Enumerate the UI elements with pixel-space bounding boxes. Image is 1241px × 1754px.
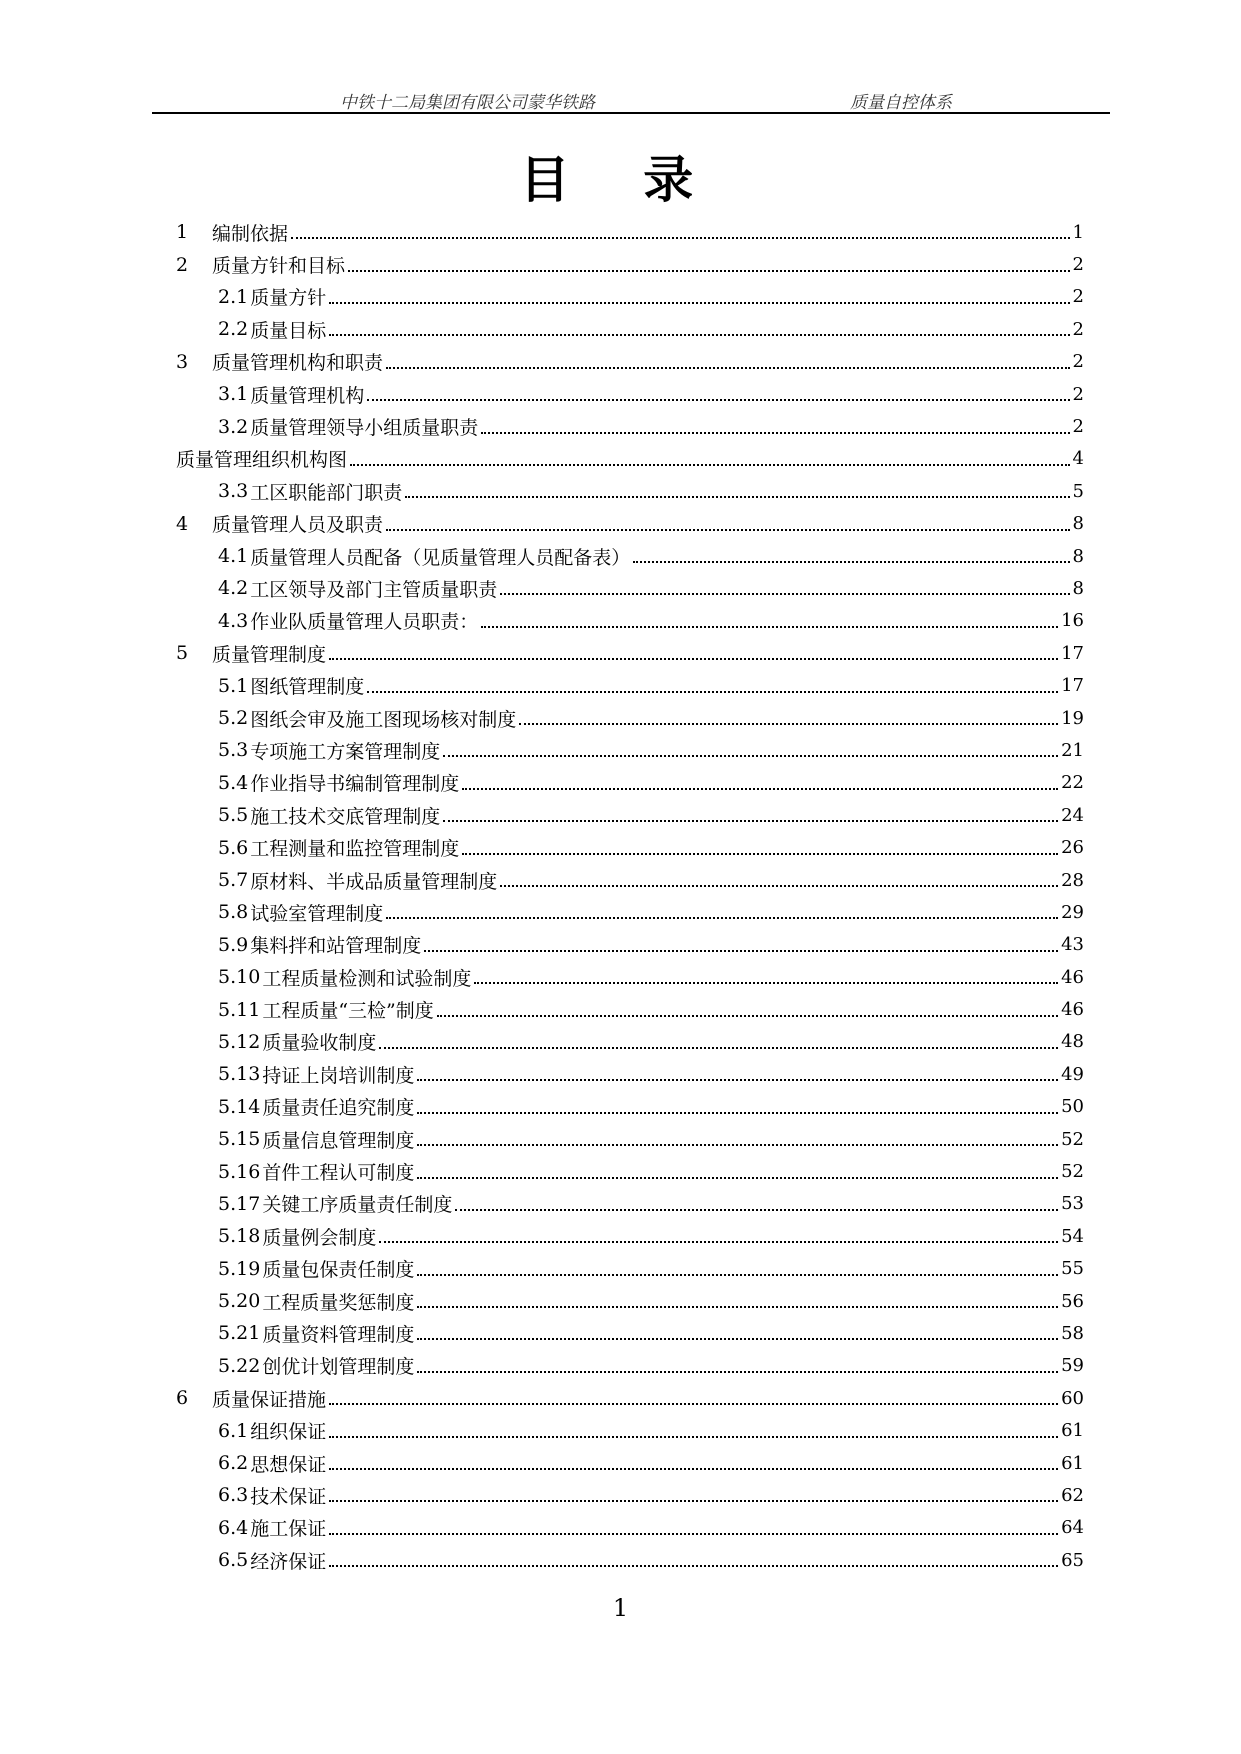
toc-entry-number: 5.2 [218,707,249,730]
toc-entry-number: 5.18 [218,1225,261,1248]
toc-entry[interactable] [176,475,1084,507]
toc-entry-number: 6.2 [218,1452,249,1475]
toc-entry-number: 5.7 [218,869,249,891]
toc-entry-page: 2 [1072,286,1084,308]
toc-entry-number: 5.3 [218,739,249,762]
toc-entry-label: 创优计划管理制度 [262,1356,415,1379]
toc-dot-leader [367,691,1058,693]
toc-entry-page: 60 [1061,1387,1084,1409]
toc-entry-number: 5.21 [218,1322,261,1345]
toc-entry-number: 5.9 [218,933,249,956]
toc-entry[interactable] [176,508,1084,540]
toc-entry-number: 5 [176,642,189,665]
toc-dot-leader [329,1403,1058,1405]
header-document-name: 质量自控体系 [850,93,952,113]
toc-dot-leader [329,334,1069,336]
toc-entry-label: 质量管理领导小组质量职责 [250,417,479,440]
toc-entry[interactable] [176,1026,1084,1058]
toc-entry[interactable] [176,605,1084,637]
toc-dot-leader [329,1565,1058,1567]
toc-entry[interactable] [176,443,1084,475]
toc-dot-leader [443,820,1058,822]
toc-entry-number: 2 [176,253,189,276]
toc-entry-label: 工程测量和监控管理制度 [250,838,460,861]
toc-entry-number: 4.2 [218,577,249,600]
toc-entry-page: 59 [1061,1355,1084,1377]
toc-dot-leader [329,658,1058,660]
toc-entry-label: 质量管理组织机构图 [176,449,348,472]
toc-dot-leader [437,1015,1058,1017]
toc-entry-page: 17 [1061,675,1084,697]
toc-entry-label: 图纸会审及施工图现场核对制度 [250,708,517,731]
toc-entry-label: 工程质量奖惩制度 [262,1291,415,1314]
toc-entry-number: 5.5 [218,804,249,827]
toc-entry-label: 质量保证措施 [212,1388,327,1411]
toc-dot-leader [417,1274,1058,1276]
toc-entry-number: 6.3 [218,1484,249,1507]
toc-entry-label: 思想保证 [250,1453,327,1476]
table-of-contents [176,216,1084,1576]
toc-entry[interactable] [176,669,1084,701]
toc-entry-page: 54 [1061,1225,1084,1247]
toc-entry[interactable] [176,864,1084,896]
toc-entry-page: 28 [1061,869,1084,891]
toc-dot-leader [348,270,1070,272]
toc-entry-number: 2.1 [218,285,249,308]
toc-entry-page: 8 [1072,545,1084,567]
toc-entry-label: 技术保证 [250,1485,327,1508]
toc-entry-number: 5.4 [218,771,249,794]
toc-entry-number: 5.19 [218,1257,261,1280]
toc-entry-number: 5.1 [218,674,249,697]
toc-entry[interactable] [176,929,1084,961]
toc-entry-page: 26 [1061,837,1084,859]
toc-entry[interactable] [176,1188,1084,1220]
toc-entry-label: 质量目标 [250,319,327,342]
toc-entry-page: 50 [1061,1096,1084,1118]
toc-entry[interactable] [176,1512,1084,1544]
toc-entry-number: 6.1 [218,1419,249,1442]
toc-entry-number: 6.5 [218,1549,249,1572]
toc-entry[interactable] [176,993,1084,1025]
toc-entry-page: 52 [1061,1128,1084,1150]
toc-entry-page: 53 [1061,1193,1084,1215]
toc-dot-leader [417,1079,1058,1081]
toc-entry-label: 工区职能部门职责 [250,481,403,504]
toc-dot-leader [417,1177,1058,1179]
toc-entry[interactable] [176,831,1084,863]
toc-entry-number: 5.22 [218,1354,261,1377]
toc-dot-leader [417,1306,1058,1308]
toc-entry-label: 图纸管理制度 [250,676,365,699]
toc-entry[interactable] [176,1414,1084,1446]
toc-entry-page: 61 [1061,1452,1084,1474]
toc-entry-page: 16 [1061,610,1084,632]
toc-entry-page: 61 [1061,1420,1084,1442]
toc-dot-leader [417,1371,1058,1373]
toc-entry[interactable] [176,896,1084,928]
toc-entry-label: 质量管理机构 [250,384,365,407]
toc-entry[interactable] [176,410,1084,442]
toc-entry-number: 3 [176,350,189,373]
toc-entry-label: 质量方针 [250,287,327,310]
toc-dot-leader [481,626,1058,628]
toc-entry-number: 5.14 [218,1095,261,1118]
toc-entry-label: 质量包保责任制度 [262,1259,415,1282]
toc-dot-leader [386,529,1070,531]
toc-dot-leader [386,917,1058,919]
toc-entry[interactable] [176,734,1084,766]
toc-entry-page: 65 [1061,1549,1084,1571]
toc-dot-leader [474,982,1058,984]
header-company: 中铁十二局集团有限公司蒙华铁路 [340,93,595,113]
toc-entry-page: 55 [1061,1258,1084,1280]
toc-dot-leader [379,1241,1058,1243]
toc-dot-leader [633,561,1069,563]
toc-entry[interactable] [176,1123,1084,1155]
toc-entry-label: 作业队质量管理人员职责： [250,611,479,634]
toc-entry[interactable] [176,1058,1084,1090]
page-number: 1 [612,1594,629,1622]
toc-entry-label: 集料拌和站管理制度 [250,935,422,958]
toc-entry[interactable] [176,572,1084,604]
toc-dot-leader [329,1436,1058,1438]
toc-entry-number: 6.4 [218,1516,249,1539]
toc-entry-label: 质量信息管理制度 [262,1129,415,1152]
page-title: 目 录 [519,151,722,209]
toc-entry-page: 4 [1072,448,1084,470]
toc-entry-page: 58 [1061,1322,1084,1344]
toc-entry-number: 4 [176,512,189,535]
toc-entry-page: 43 [1061,934,1084,956]
toc-entry-label: 质量例会制度 [262,1226,377,1249]
toc-entry[interactable] [176,1317,1084,1349]
toc-entry[interactable] [176,767,1084,799]
toc-entry-page: 64 [1061,1517,1084,1539]
toc-entry-number: 5.6 [218,836,249,859]
toc-entry-page: 56 [1061,1290,1084,1312]
toc-entry[interactable] [176,1447,1084,1479]
toc-entry-number: 5.13 [218,1063,261,1086]
toc-entry-label: 施工技术交底管理制度 [250,805,441,828]
toc-dot-leader [519,723,1058,725]
toc-dot-leader [329,1468,1058,1470]
toc-entry-page: 5 [1072,480,1084,502]
toc-entry[interactable] [176,540,1084,572]
toc-entry-page: 29 [1061,901,1084,923]
toc-entry[interactable] [176,637,1084,669]
toc-entry-label: 持证上岗培训制度 [262,1064,415,1087]
toc-entry-number: 5.17 [218,1192,261,1215]
toc-dot-leader [455,1209,1058,1211]
toc-entry-label: 质量管理机构和职责 [212,352,384,375]
toc-entry-page: 22 [1061,772,1084,794]
toc-entry-number: 5.10 [218,966,261,989]
toc-entry-page: 21 [1061,739,1084,761]
toc-entry-label: 质量方针和目标 [212,255,346,278]
toc-entry-number: 5.11 [218,998,261,1021]
toc-entry-label: 试验室管理制度 [250,902,384,925]
toc-entry[interactable] [176,1544,1084,1576]
toc-entry[interactable] [176,313,1084,345]
toc-entry-number: 5.16 [218,1160,261,1183]
toc-entry-page: 48 [1061,1031,1084,1053]
toc-entry-label: 专项施工方案管理制度 [250,740,441,763]
toc-entry[interactable] [176,378,1084,410]
toc-entry-number: 4.3 [218,609,249,632]
toc-entry-label: 工程质量“三检”制度 [262,1000,434,1023]
toc-dot-leader [417,1112,1058,1114]
toc-entry[interactable] [176,1253,1084,1285]
toc-entry-number: 5.12 [218,1030,261,1053]
toc-entry-page: 8 [1072,513,1084,535]
toc-entry-page: 2 [1072,254,1084,276]
toc-entry[interactable] [176,799,1084,831]
toc-entry-label: 经济保证 [250,1550,327,1573]
toc-entry[interactable] [176,1285,1084,1317]
toc-entry-page: 2 [1072,318,1084,340]
toc-entry-label: 质量管理人员及职责 [212,514,384,537]
toc-dot-leader [367,399,1069,401]
toc-entry-label: 作业指导书编制管理制度 [250,773,460,796]
toc-entry-number: 3.2 [218,415,249,438]
toc-dot-leader [424,950,1058,952]
toc-entry-page: 17 [1061,642,1084,664]
toc-dot-leader [417,1338,1058,1340]
toc-entry-page: 2 [1072,351,1084,373]
toc-dot-leader [462,788,1058,790]
page-header [152,82,1110,114]
toc-dot-leader [417,1144,1058,1146]
toc-entry-label: 质量资料管理制度 [262,1323,415,1346]
toc-entry[interactable] [176,1091,1084,1123]
toc-entry-page: 46 [1061,999,1084,1021]
toc-entry[interactable] [176,702,1084,734]
toc-entry-number: 3.3 [218,480,249,503]
toc-entry-number: 6 [176,1387,189,1410]
toc-entry-page: 52 [1061,1161,1084,1183]
toc-entry-page: 24 [1061,804,1084,826]
toc-entry-label: 组织保证 [250,1421,327,1444]
toc-entry[interactable] [176,1155,1084,1187]
toc-entry-label: 工区领导及部门主管质量职责 [250,578,498,601]
toc-entry[interactable] [176,961,1084,993]
toc-entry-number: 1 [176,221,189,244]
toc-entry-label: 质量验收制度 [262,1032,377,1055]
toc-entry-label: 施工保证 [250,1518,327,1541]
toc-dot-leader [500,885,1058,887]
toc-dot-leader [462,853,1058,855]
toc-dot-leader [329,302,1069,304]
toc-entry-page: 62 [1061,1484,1084,1506]
toc-entry-number: 2.2 [218,318,249,341]
toc-entry[interactable] [176,1479,1084,1511]
toc-entry-page: 46 [1061,966,1084,988]
toc-entry-label: 关键工序质量责任制度 [262,1194,453,1217]
toc-entry-label: 质量责任追究制度 [262,1097,415,1120]
toc-entry-page: 1 [1072,221,1084,243]
toc-entry-label: 质量管理人员配备（见质量管理人员配备表） [250,546,631,569]
toc-dot-leader [329,1533,1058,1535]
toc-entry-page: 2 [1072,383,1084,405]
toc-entry-label: 工程质量检测和试验制度 [262,967,472,990]
toc-entry-number: 5.20 [218,1290,261,1313]
toc-entry-number: 5.15 [218,1128,261,1151]
toc-entry-page: 8 [1072,577,1084,599]
toc-entry[interactable] [176,248,1084,280]
toc-entry[interactable] [176,281,1084,313]
toc-entry[interactable] [176,1220,1084,1252]
toc-dot-leader [291,237,1070,239]
toc-entry-number: 3.1 [218,383,249,406]
toc-dot-leader [350,464,1070,466]
toc-dot-leader [405,496,1069,498]
toc-dot-leader [379,1047,1058,1049]
toc-entry-page: 49 [1061,1063,1084,1085]
toc-dot-leader [481,432,1069,434]
toc-entry-label: 原材料、半成品质量管理制度 [250,870,498,893]
toc-dot-leader [443,755,1058,757]
toc-entry-label: 质量管理制度 [212,643,327,666]
toc-dot-leader [386,367,1070,369]
toc-entry-number: 5.8 [218,901,249,924]
toc-entry-page: 19 [1061,707,1084,729]
toc-entry[interactable] [176,346,1084,378]
toc-entry[interactable] [176,1382,1084,1414]
toc-entry[interactable] [176,1350,1084,1382]
toc-entry-number: 4.1 [218,545,249,568]
toc-entry-page: 2 [1072,416,1084,438]
toc-dot-leader [329,1500,1058,1502]
toc-entry-label: 编制依据 [212,222,289,245]
toc-dot-leader [500,593,1069,595]
toc-entry-label: 首件工程认可制度 [262,1162,415,1185]
toc-entry[interactable] [176,216,1084,248]
